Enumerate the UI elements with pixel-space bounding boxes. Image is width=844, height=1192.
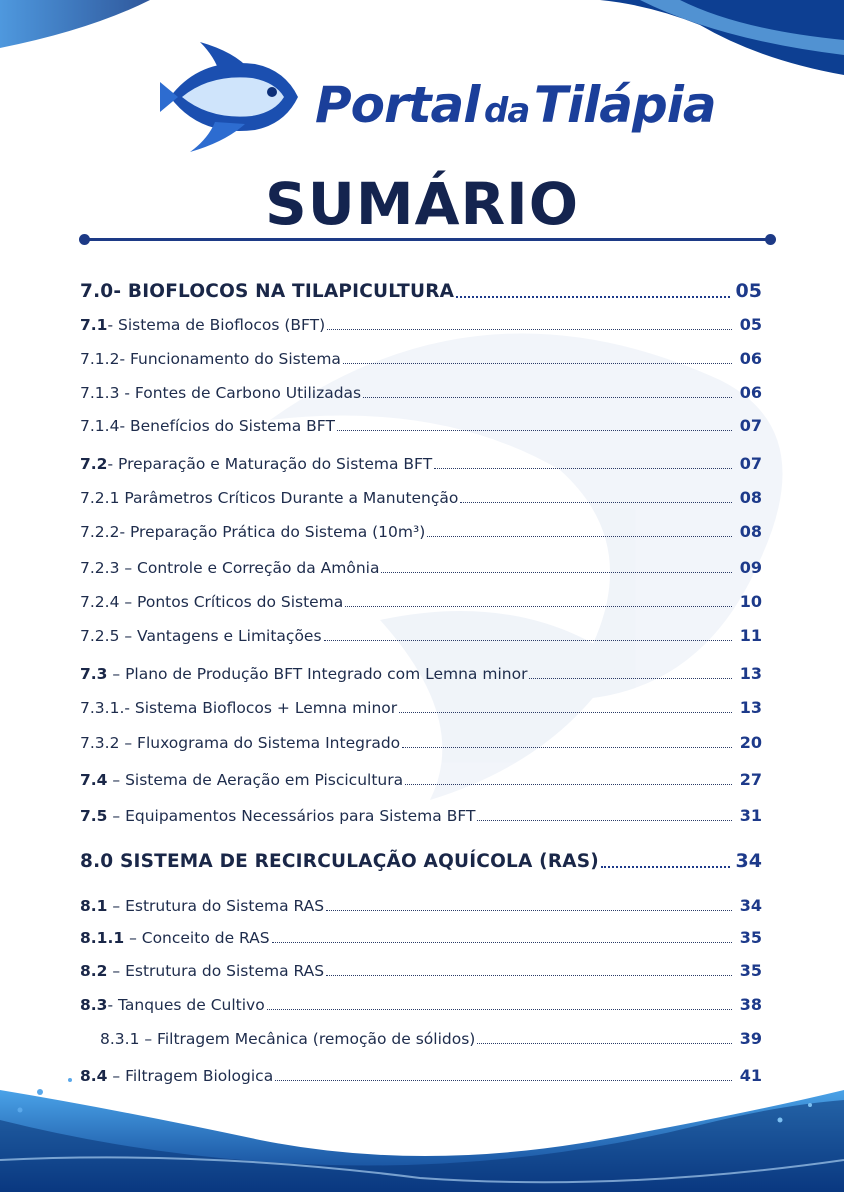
toc-leader-dots — [343, 362, 732, 364]
toc-entry-text: 8.3.1 – Filtragem Mecânica (remoção de sólidos) — [100, 1030, 476, 1048]
toc-entry-text: – Equipamentos Necessários para Sistema BFT — [107, 807, 476, 825]
toc-entry-text: 7.2.1 Parâmetros Críticos Durante a Manutenção — [80, 489, 459, 507]
toc-entry — [80, 522, 762, 541]
toc-leader-dots — [405, 783, 732, 785]
toc-entry-number: 7.0- BIOFLOCOS NA TILAPICULTURA — [80, 281, 455, 302]
toc-entry-page: 27 — [739, 770, 762, 789]
toc-entry-text: – Estrutura do Sistema RAS — [107, 962, 325, 980]
toc-entry-number: 8.2 — [80, 962, 108, 980]
toc-entry-label — [80, 929, 270, 947]
toc-entry — [80, 349, 762, 368]
toc-entry-label — [80, 417, 335, 435]
toc-leader-dots — [434, 467, 732, 469]
toc-entry — [80, 698, 762, 717]
toc-entry-label — [80, 996, 265, 1014]
toc-entry-page: 08 — [739, 488, 762, 507]
toc-entry — [80, 995, 762, 1014]
toc-entry-page: 38 — [739, 995, 762, 1014]
toc-entry-text: 7.2.2- Preparação Prática do Sistema (10m³) — [80, 523, 426, 541]
toc-entry — [80, 1066, 762, 1085]
toc-leader-dots — [327, 328, 732, 330]
toc-entry-page: 20 — [739, 733, 762, 752]
toc-entry-text: – Conceito de RAS — [124, 929, 270, 947]
toc-entry-number: 7.4 — [80, 771, 108, 789]
toc-leader-dots — [477, 819, 732, 821]
toc-entry-number: 8.4 — [80, 1067, 108, 1085]
title-rule — [84, 238, 772, 241]
toc-leader-dots — [326, 909, 732, 911]
toc-entry-label — [80, 897, 324, 915]
toc-entry — [80, 850, 762, 872]
toc-entry-label — [80, 627, 322, 645]
toc-leader-dots — [326, 974, 732, 976]
toc-entry-text: - Sistema de Bioflocos (BFT) — [107, 316, 326, 334]
toc-entry-page: 13 — [739, 664, 762, 683]
toc-entry-page: 08 — [739, 522, 762, 541]
toc-entry-label — [80, 489, 458, 507]
toc-entry-page: 35 — [739, 961, 762, 980]
toc-entry — [80, 896, 762, 915]
toc-entry-number: 7.1 — [80, 316, 108, 334]
brand-word-portal: Portal — [315, 76, 480, 134]
toc-entry-page: 07 — [739, 416, 762, 435]
toc-entry-text: 7.2.3 – Controle e Correção da Amônia — [80, 559, 380, 577]
toc-entry-text: 7.1.2- Funcionamento do Sistema — [80, 350, 341, 368]
page-title: SUMÁRIO — [264, 170, 580, 238]
toc-entry-label — [80, 665, 527, 683]
toc-entry — [80, 961, 762, 980]
toc-entry-number: 8.3 — [80, 996, 108, 1014]
toc-entry-label — [80, 559, 379, 577]
toc-entry — [80, 383, 762, 402]
toc-entry-page: 13 — [739, 698, 762, 717]
toc-entry-label — [80, 593, 343, 611]
toc-entry-text: 7.2.5 – Vantagens e Limitações — [80, 627, 322, 645]
toc-entry-page: 34 — [739, 896, 762, 915]
toc-entry-number: 7.2 — [80, 455, 108, 473]
toc-entry-label — [80, 523, 425, 541]
toc-entry — [80, 416, 762, 435]
toc-entry-number: 7.3 — [80, 665, 108, 683]
toc-leader-dots — [529, 677, 732, 679]
toc-leader-dots — [456, 295, 729, 298]
toc-leader-dots — [337, 429, 732, 431]
toc-entry-number: 8.1 — [80, 897, 108, 915]
toc-entry-page: 05 — [739, 315, 762, 334]
toc-entry-text: – Sistema de Aeração em Piscicultura — [107, 771, 404, 789]
toc-entry-label — [80, 350, 341, 368]
logo — [160, 42, 730, 152]
toc-entry-label — [80, 734, 400, 752]
toc-entry — [80, 664, 762, 683]
toc-entry-text: – Filtragem Biologica — [107, 1067, 274, 1085]
toc-entry-page: 39 — [739, 1029, 762, 1048]
toc-entry-label — [80, 455, 432, 473]
toc-entry — [80, 626, 762, 645]
toc-entry-page: 09 — [739, 558, 762, 577]
toc-entry — [80, 592, 762, 611]
toc-entry-page: 41 — [739, 1066, 762, 1085]
toc-entry-label — [80, 1067, 273, 1085]
toc-leader-dots — [381, 571, 732, 573]
toc-entry-page: 31 — [739, 806, 762, 825]
toc-entry-text: 7.3.1.- Sistema Bioflocos + Lemna minor — [80, 699, 398, 717]
toc-entry-label — [100, 1030, 475, 1048]
toc-leader-dots — [601, 865, 730, 868]
toc-entry-page: 06 — [739, 349, 762, 368]
toc-leader-dots — [363, 396, 732, 398]
toc-entry — [80, 806, 762, 825]
toc-entry — [80, 315, 762, 334]
toc-entry-text: 7.3.2 – Fluxograma do Sistema Integrado — [80, 734, 401, 752]
toc-leader-dots — [460, 501, 732, 503]
toc-entry — [80, 928, 762, 947]
toc-entry-text: - Preparação e Maturação do Sistema BFT — [107, 455, 433, 473]
toc-entry-label — [80, 771, 403, 789]
toc-entry-label — [80, 699, 397, 717]
toc-entry-page: 34 — [735, 850, 762, 872]
toc-leader-dots — [477, 1042, 732, 1044]
toc-leader-dots — [275, 1079, 732, 1081]
toc-entry-page: 11 — [739, 626, 762, 645]
toc-entry-number: 7.5 — [80, 807, 108, 825]
toc-entry-page: 35 — [739, 928, 762, 947]
toc-leader-dots — [267, 1008, 732, 1010]
toc-entry — [80, 280, 762, 302]
toc-leader-dots — [399, 711, 732, 713]
toc-entry — [80, 558, 762, 577]
toc-entry-label — [80, 316, 325, 334]
toc-entry-label — [80, 962, 324, 980]
toc-entry-number: 8.1.1 — [80, 929, 125, 947]
toc-leader-dots — [324, 639, 732, 641]
toc-entry-label — [80, 281, 454, 302]
toc-entry-text: - Tanques de Cultivo — [107, 996, 265, 1014]
toc-entry — [80, 488, 762, 507]
toc-leader-dots — [272, 941, 732, 943]
toc-entry-text: 7.1.4- Benefícios do Sistema BFT — [80, 417, 335, 435]
toc-entry-page: 10 — [739, 592, 762, 611]
toc-leader-dots — [427, 535, 732, 537]
toc-entry-text: – Estrutura do Sistema RAS — [107, 897, 325, 915]
toc-entry — [80, 733, 762, 752]
toc-entry — [80, 454, 762, 473]
tilapia-fish-icon — [160, 42, 300, 152]
toc-entry — [100, 1029, 762, 1048]
toc-entry-page: 05 — [735, 280, 762, 302]
toc-entry-text: 7.1.3 - Fontes de Carbono Utilizadas — [80, 384, 362, 402]
toc-entry-label — [80, 851, 599, 872]
toc-entry-text: 7.2.4 – Pontos Críticos do Sistema — [80, 593, 344, 611]
brand-name — [315, 76, 716, 134]
toc-entry-number: 8.0 SISTEMA DE RECIRCULAÇÃO AQUÍCOLA (RAS) — [80, 851, 599, 872]
top-left-wave — [0, 0, 150, 48]
brand-word-tilapia: Tilápia — [533, 76, 716, 134]
toc-entry-text: – Plano de Produção BFT Integrado com Lemna minor — [107, 665, 528, 683]
toc-leader-dots — [345, 605, 732, 607]
toc-entry-label — [80, 807, 475, 825]
toc-entry-page: 06 — [739, 383, 762, 402]
toc-leader-dots — [402, 746, 732, 748]
toc-entry — [80, 770, 762, 789]
toc-entry-page: 07 — [739, 454, 762, 473]
brand-word-da: da — [484, 91, 530, 131]
rule-dot-right — [765, 234, 776, 245]
toc-entry-label — [80, 384, 361, 402]
